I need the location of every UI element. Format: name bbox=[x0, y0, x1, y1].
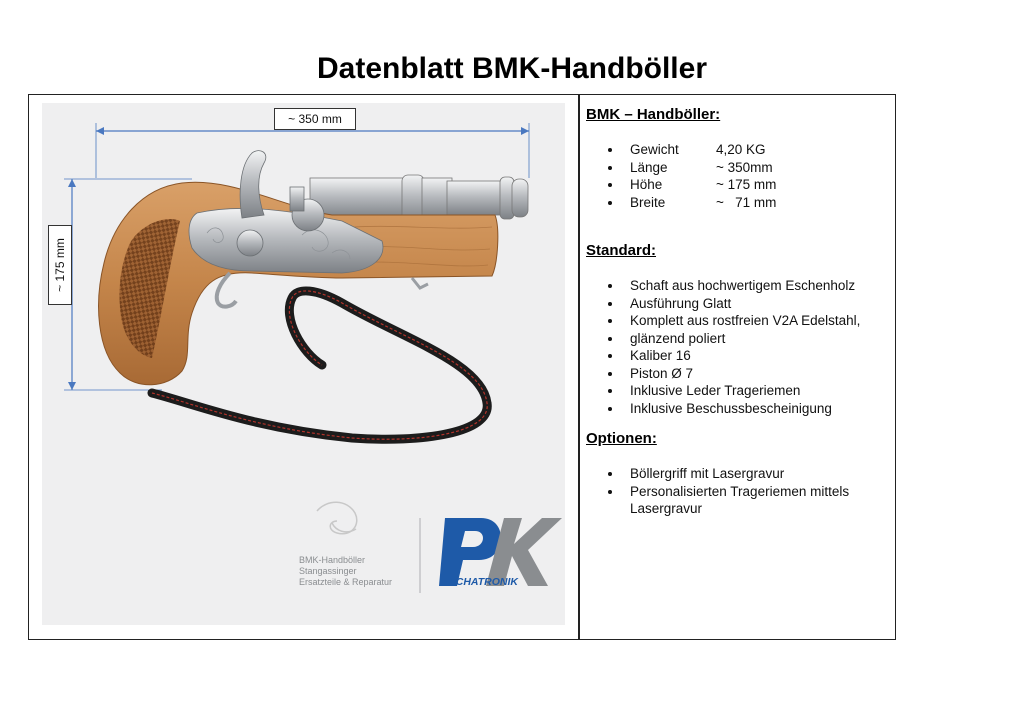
width-dimension-label: ~ 350 mm bbox=[274, 108, 356, 130]
product-photo bbox=[42, 103, 565, 625]
optionen-list bbox=[586, 465, 876, 518]
spec-list bbox=[586, 141, 886, 211]
logo-pk-sub: MECHATRONIK bbox=[440, 576, 518, 588]
width-dimension bbox=[96, 123, 529, 178]
bmk-logo bbox=[317, 502, 357, 534]
list-item: Personalisierten Trageriemen mittels Lasergravur bbox=[586, 483, 876, 518]
column-divider bbox=[578, 94, 580, 640]
height-dimension-label: ~ 175 mm bbox=[48, 225, 72, 305]
list-item: Piston Ø 7 bbox=[586, 365, 886, 383]
list-item: Böllergriff mit Lasergravur bbox=[586, 465, 876, 483]
leather-strap bbox=[152, 291, 487, 439]
spec-item: Breite ~ 71 mm bbox=[586, 194, 886, 212]
barrel bbox=[310, 175, 528, 221]
spec-item: Gewicht 4,20 KG bbox=[586, 141, 886, 159]
list-item: Ausführung Glatt bbox=[586, 295, 886, 313]
standard-heading: Standard: bbox=[586, 242, 657, 259]
handboeller-illustration bbox=[42, 103, 565, 625]
list-item: Schaft aus hochwertigem Eschenholz bbox=[586, 277, 886, 295]
hammer bbox=[240, 151, 266, 218]
main-heading: BMK – Handböller: bbox=[586, 106, 721, 123]
list-item: Komplett aus rostfreien V2A Edelstahl, bbox=[586, 312, 886, 330]
list-item: Inklusive Leder Trageriemen bbox=[586, 382, 886, 400]
standard-list bbox=[586, 277, 886, 417]
spec-item: Höhe ~ 175 mm bbox=[586, 176, 886, 194]
logo-bmk-line3: Ersatzteile & Reparatur bbox=[299, 577, 393, 587]
logo-bmk-line2: Stangassinger bbox=[299, 566, 357, 576]
list-item: Kaliber 16 bbox=[586, 347, 886, 365]
lock-screw bbox=[237, 230, 263, 256]
spec-item: Länge ~ 350mm bbox=[586, 159, 886, 177]
optionen-heading: Optionen: bbox=[586, 430, 657, 447]
logo-bmk-line1: BMK-Handböller bbox=[299, 555, 366, 565]
spec-column bbox=[586, 106, 886, 518]
list-item: glänzend poliert bbox=[586, 330, 886, 348]
trigger bbox=[217, 273, 236, 307]
list-item: Inklusive Beschussbescheinigung bbox=[586, 400, 886, 418]
page-title: Datenblatt BMK-Handböller bbox=[317, 52, 707, 85]
